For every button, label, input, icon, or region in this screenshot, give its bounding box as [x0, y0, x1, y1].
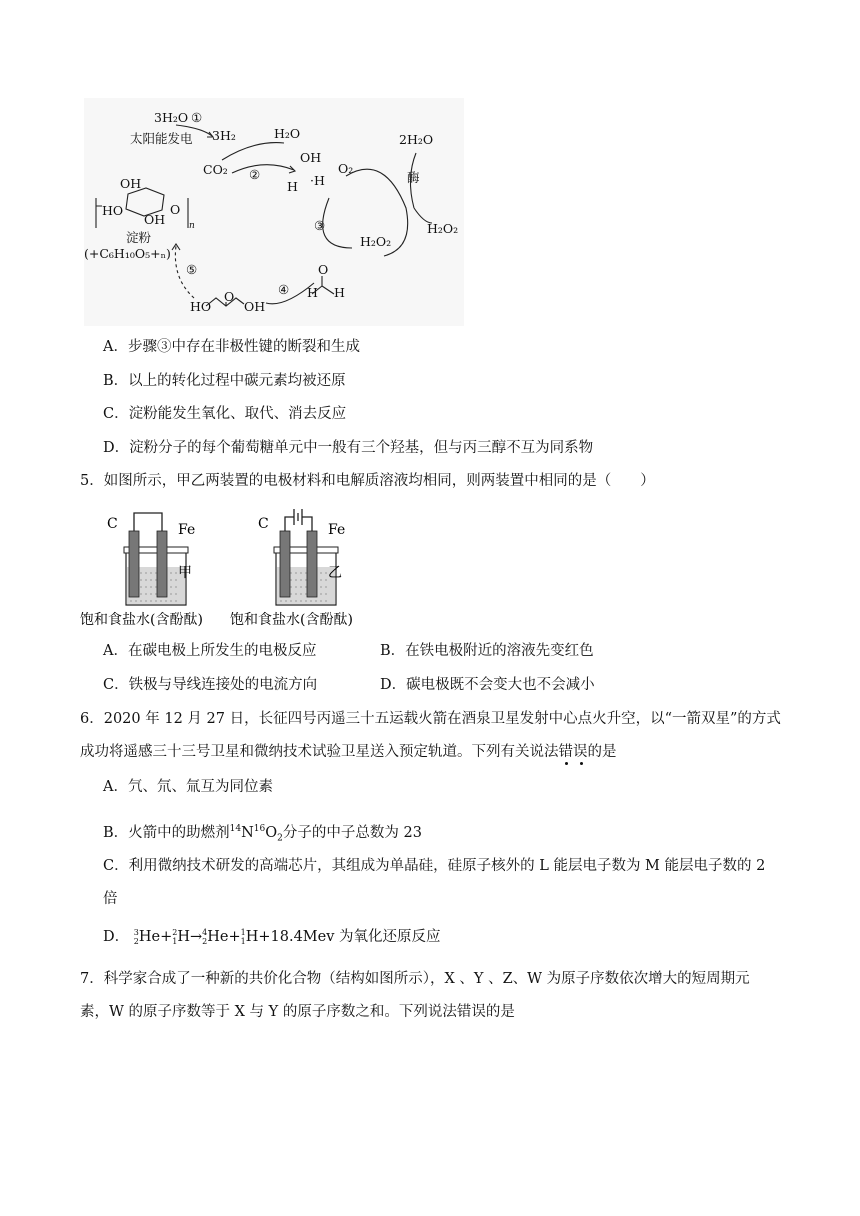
q6-option-c-line2: 倍 — [103, 891, 118, 907]
label-formaldehyde-o: O — [318, 262, 329, 277]
label-dha-oh: OH — [244, 299, 266, 314]
label-step2: ② — [249, 167, 261, 182]
label-step4: ④ — [278, 282, 290, 297]
q6-option-b-element-o: O — [265, 824, 278, 841]
eq-plus-2: + — [228, 929, 241, 945]
label-h2o: H₂O — [274, 126, 301, 141]
device-jia-wire — [134, 513, 162, 533]
q4-option-b: B．以上的转化过程中碳元素均被还原 — [103, 373, 346, 389]
q4-option-d: D．淀粉分子的每个葡萄糖单元中一般有三个羟基，但与丙三醇不互为同系物 — [103, 440, 594, 456]
label-solar-power: 太阳能发电 — [130, 131, 193, 146]
nuclear-equation — [134, 928, 335, 946]
label-3h2: 3H₂ — [212, 128, 236, 143]
q6-stem-line2-end: 的是 — [587, 744, 617, 760]
device-yi-caption: 饱和食盐水(含酚酞) — [230, 612, 353, 628]
device-yi — [228, 505, 373, 633]
device-jia-caption: 饱和食盐水(含酚酞) — [80, 612, 203, 628]
label-step5: ⑤ — [186, 262, 198, 277]
starch-synthesis-diagram — [84, 98, 464, 326]
eq-iso4-symbol: H — [245, 929, 259, 945]
q6-option-b-subscript: 2 — [277, 833, 283, 844]
label-o2: O₂ — [338, 161, 354, 176]
device-yi-left-label: C — [258, 516, 269, 532]
q6-stem-line2 — [80, 743, 617, 761]
label-2h2o: 2H₂O — [399, 132, 434, 147]
label-h2o2-left: H₂O₂ — [360, 234, 392, 249]
q6-emphasis-char-2: 误 — [573, 744, 588, 760]
label-h2o2-right: H₂O₂ — [427, 221, 459, 236]
eq-iso2-symbol: H — [177, 929, 190, 945]
eq-iso4-mass: 1 — [240, 928, 246, 937]
q7-stem-line1: 7．科学家合成了一种新的共价化合物（结构如图所示），X 、Y 、Z、W 为原子序数依次增大的短周期元 — [80, 971, 750, 987]
label-step3: ③ — [314, 218, 326, 233]
label-starch-name: 淀粉 — [126, 230, 152, 245]
label-methanol-oh: OH — [300, 150, 322, 165]
eq-iso3-atomic: 2 — [202, 937, 208, 946]
device-yi-right-label: Fe — [328, 522, 346, 538]
label-dha-o: O — [224, 289, 235, 304]
device-jia-right-label: Fe — [178, 522, 196, 538]
device-yi-battery — [294, 509, 302, 525]
label-starch-ho: HO — [102, 203, 124, 218]
q6-option-d-tail: 为氧化还原反应 — [339, 929, 441, 945]
device-jia — [80, 505, 225, 633]
label-starch-oh1: OH — [120, 176, 142, 191]
eq-iso1-symbol: He — [138, 929, 161, 945]
q6-stem-line1: 6．2020 年 12 月 27 日，长征四号丙遥三十五运载火箭在酒泉卫星发射中心点火升空，以“一箭双星”的方式 — [80, 711, 781, 727]
label-starch-oh2: OH — [144, 212, 166, 227]
label-starch-formula: (+C₆H₁₀O₅+ₙ) — [84, 246, 171, 261]
label-formaldehyde-h2: H — [334, 285, 345, 300]
q6-option-b-tail: 分子的中子总数为 23 — [282, 824, 422, 841]
q6-option-d-label: D． — [103, 929, 130, 945]
q6-option-b-mass-o: 16 — [253, 824, 266, 834]
q6-option-b-mass-n: 14 — [229, 824, 242, 834]
eq-iso2-mass: 2 — [172, 928, 178, 937]
eq-iso2-atomic: 1 — [172, 937, 178, 946]
q6-option-a: A．氕、氘、氚互为同位素 — [103, 779, 273, 795]
label-starch-o: O — [170, 202, 181, 217]
eq-iso3-symbol: He — [207, 929, 229, 945]
eq-arrow: → — [189, 929, 203, 945]
q4-option-c: C．淀粉能发生氧化、取代、消去反应 — [103, 406, 347, 422]
q5-option-c: C．铁极与导线连接处的电流方向 — [103, 677, 318, 693]
device-jia-iron-electrode — [157, 531, 167, 597]
q5-stem: 5．如图所示，甲乙两装置的电极材料和电解质溶液均相同，则两装置中相同的是（ ） — [80, 473, 655, 489]
q5-option-a: A．在碳电极上所发生的电极反应 — [103, 643, 317, 659]
label-co2: CO₂ — [203, 162, 228, 177]
device-jia-left-label: C — [107, 516, 118, 532]
eq-iso1-mass: 3 — [133, 928, 139, 937]
q5-option-d: D．碳电极既不会变大也不会减小 — [380, 677, 595, 693]
device-jia-name: 甲 — [178, 565, 192, 581]
label-dha-ho: HO — [190, 299, 212, 314]
eq-energy: +18.4Mev — [258, 929, 335, 945]
q6-emphasis-char-1: 错 — [558, 744, 573, 760]
eq-iso4-atomic: 1 — [240, 937, 246, 946]
label-step1: ① — [191, 110, 203, 125]
eq-iso3-mass: 4 — [202, 928, 208, 937]
q6-option-c-line1: C．利用微纳技术研发的高端芯片，其组成为单晶硅，硅原子核外的 L 能层电子数为 M 能层电子数的 2 — [103, 858, 766, 874]
label-starch-n: n — [189, 221, 195, 231]
q6-option-b-text: B．火箭中的助燃剂 — [103, 824, 230, 841]
q5-option-b: B．在铁电极附近的溶液先变红色 — [380, 643, 594, 659]
eq-iso1-atomic: 2 — [133, 937, 139, 946]
device-yi-iron-electrode — [307, 531, 317, 597]
q7-stem-line2: 素，W 的原子序数等于 X 与 Y 的原子序数之和。下列说法错误的是 — [80, 1004, 515, 1020]
label-methanol-h: H — [287, 179, 298, 194]
q4-option-a: A．步骤③中存在非极性键的断裂和生成 — [103, 339, 360, 355]
label-3h2o: 3H₂O — [154, 110, 189, 125]
q6-stem-line2-text: 成功将遥感三十三号卫星和微纳技术试验卫星送入预定轨道。下列有关说法 — [80, 744, 559, 760]
q6-option-b-element-n: N — [241, 824, 254, 841]
q6-option-b — [103, 820, 422, 848]
label-formaldehyde-h1: H — [307, 285, 318, 300]
q6-option-d — [103, 928, 441, 946]
label-enzyme: 酶 — [407, 170, 420, 185]
device-yi-carbon-electrode — [280, 531, 290, 597]
eq-plus-1: + — [160, 929, 173, 945]
label-methanol-hh: ·H — [310, 173, 325, 188]
device-yi-name: 乙 — [328, 565, 342, 581]
device-jia-carbon-electrode — [129, 531, 139, 597]
